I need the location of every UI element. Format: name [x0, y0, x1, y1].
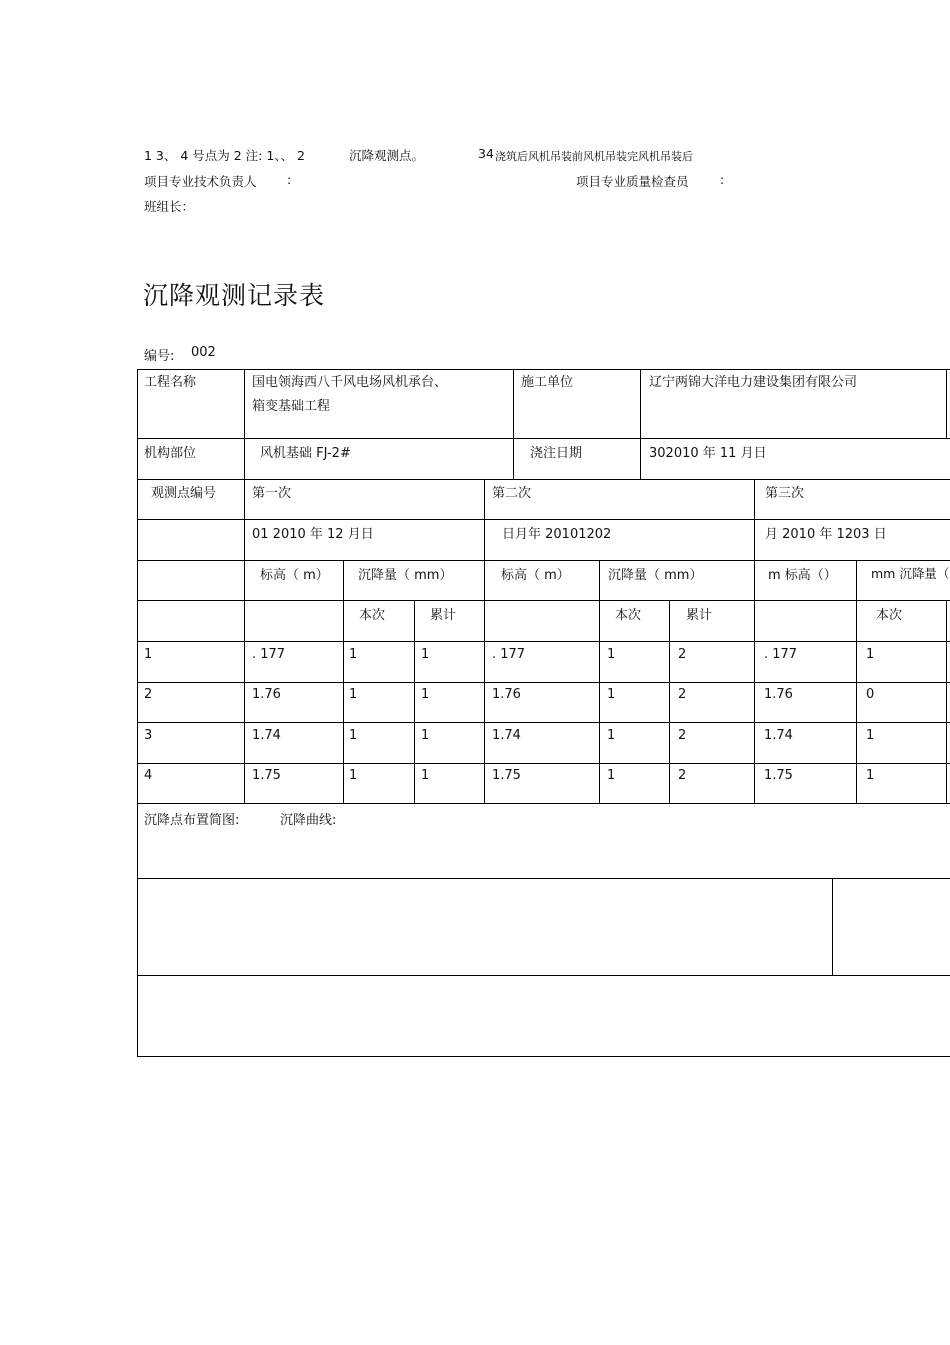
grid-v-obs-6	[599, 560, 600, 803]
part-label: 机构部位	[144, 446, 197, 461]
page-title: 沉降观测记录表	[143, 281, 326, 310]
settlement-this-3: 0	[866, 687, 875, 702]
grid-h-2	[137, 479, 950, 480]
this-time-header-2: 本次	[615, 608, 642, 623]
point-number: 3	[144, 728, 153, 743]
settlement-this-2: 1	[607, 687, 616, 702]
elevation-2: . 177	[492, 647, 526, 662]
pour-date-value: 302010 年 11 月日	[649, 446, 767, 461]
grid-h-12	[137, 975, 950, 976]
grid-v-h1	[244, 369, 245, 479]
project-name-line1: 国电领海西八千风电场风机承台、	[252, 375, 448, 390]
settlement-cum-2: 2	[678, 647, 687, 662]
elevation-2: 1.74	[492, 728, 521, 743]
point-number: 4	[144, 768, 153, 783]
elevation-3: . 177	[764, 647, 798, 662]
second-observation-date: 日月年 20101202	[502, 527, 612, 542]
grid-h-3	[244, 519, 950, 520]
quality-inspector-label: 项目专业质量检查员	[576, 174, 689, 189]
settlement-layout-label: 沉降点布置简图:	[144, 813, 240, 828]
grid-v-obs-7	[669, 600, 670, 803]
settlement-this-2: 1	[607, 647, 616, 662]
elevation-3: 1.74	[764, 728, 793, 743]
grid-h-4	[137, 560, 950, 561]
settlement-this-2: 1	[607, 728, 616, 743]
settlement-header-3: mm 沉降量（	[871, 566, 950, 581]
grid-h-11	[137, 878, 950, 879]
settlement-curve-label: 沉降曲线:	[280, 813, 337, 828]
grid-h-1	[137, 438, 950, 439]
part-value: 风机基础 FJ-2#	[260, 446, 351, 461]
third-observation-label: 第三次	[765, 486, 805, 501]
settlement-this-1: 1	[349, 728, 358, 743]
team-leader-label: 班组长：	[144, 199, 195, 214]
note-line-1-d: 浇筑后风机吊装前风机吊装完风机吊装后	[495, 150, 693, 163]
cumulative-header-1: 累计	[430, 608, 457, 623]
grid-h-5	[137, 600, 950, 601]
quality-inspector-colon: :	[720, 172, 725, 187]
project-name-line2: 箱变基础工程	[252, 399, 331, 414]
elevation-1: . 177	[252, 647, 286, 662]
settlement-this-3: 1	[866, 728, 875, 743]
grid-h-10	[137, 803, 950, 804]
grid-h-9	[137, 763, 950, 764]
settlement-header-1: 沉降量（ mm）	[358, 568, 453, 583]
grid-v-obs-4	[343, 560, 344, 803]
pour-date-label: 浇注日期	[530, 446, 583, 461]
elevation-2: 1.76	[492, 687, 521, 702]
note-line-1-a: 1 3、 4 号点为 2 注: 1、、 2	[144, 148, 305, 163]
project-name-label: 工程名称	[144, 375, 197, 390]
grid-h-3a	[137, 519, 244, 520]
settlement-this-3: 1	[866, 647, 875, 662]
grid-v-obs-1	[244, 479, 245, 803]
this-time-header-1: 本次	[359, 608, 386, 623]
settlement-cum-2: 2	[678, 768, 687, 783]
note-line-1-c: 34	[478, 146, 494, 161]
grid-v-left	[137, 369, 138, 1057]
second-observation-label: 第二次	[492, 486, 532, 501]
grid-v-obs-3	[754, 479, 755, 803]
point-number: 1	[144, 647, 153, 662]
settlement-cum-1: 1	[421, 647, 430, 662]
first-observation-label: 第一次	[252, 486, 292, 501]
point-no-label: 观测点编号	[151, 486, 217, 501]
grid-v-h2	[513, 369, 514, 479]
grid-v-obs-2	[484, 479, 485, 803]
elevation-1: 1.75	[252, 768, 281, 783]
tech-lead-label: 项目专业技术负责人	[144, 174, 257, 189]
grid-h-7	[137, 682, 950, 683]
settlement-header-2: 沉降量（ mm）	[608, 568, 703, 583]
elevation-3: 1.75	[764, 768, 793, 783]
doc-number-label: 编号:	[144, 349, 175, 364]
this-time-header-3: 本次	[876, 608, 903, 623]
elevation-header-2: 标高（ m）	[501, 568, 570, 583]
elevation-header-3: m 标高（）	[768, 568, 837, 583]
grid-h-top	[137, 369, 950, 370]
grid-h-8	[137, 722, 950, 723]
settlement-this-2: 1	[607, 768, 616, 783]
doc-number-value: 002	[191, 345, 216, 360]
settlement-this-1: 1	[349, 768, 358, 783]
contractor-label: 施工单位	[521, 375, 574, 390]
cumulative-header-2: 累计	[686, 608, 713, 623]
grid-v-obs-8	[856, 560, 857, 803]
third-observation-date: 月 2010 年 1203 日	[765, 527, 887, 542]
grid-v-h4	[946, 369, 947, 439]
settlement-this-1: 1	[349, 687, 358, 702]
grid-h-bottom	[137, 1056, 950, 1057]
grid-v-obs-5	[414, 600, 415, 803]
grid-v-obs-9	[946, 600, 947, 803]
settlement-cum-2: 2	[678, 687, 687, 702]
settlement-this-3: 1	[866, 768, 875, 783]
settlement-cum-2: 2	[678, 728, 687, 743]
settlement-cum-1: 1	[421, 687, 430, 702]
elevation-3: 1.76	[764, 687, 793, 702]
note-line-1-b: 沉降观测点。	[349, 148, 425, 163]
grid-v-h3	[640, 369, 641, 479]
point-number: 2	[144, 687, 153, 702]
elevation-2: 1.75	[492, 768, 521, 783]
elevation-1: 1.74	[252, 728, 281, 743]
tech-lead-colon: :	[287, 172, 292, 187]
settlement-cum-1: 1	[421, 728, 430, 743]
first-observation-date: 01 2010 年 12 月日	[252, 527, 374, 542]
elevation-1: 1.76	[252, 687, 281, 702]
grid-v-bottom	[832, 878, 833, 975]
elevation-header-1: 标高（ m）	[260, 568, 329, 583]
contractor-value: 辽宁两锦大洋电力建设集团有限公司	[649, 375, 858, 390]
settlement-this-1: 1	[349, 647, 358, 662]
grid-h-6	[137, 641, 950, 642]
settlement-cum-1: 1	[421, 768, 430, 783]
